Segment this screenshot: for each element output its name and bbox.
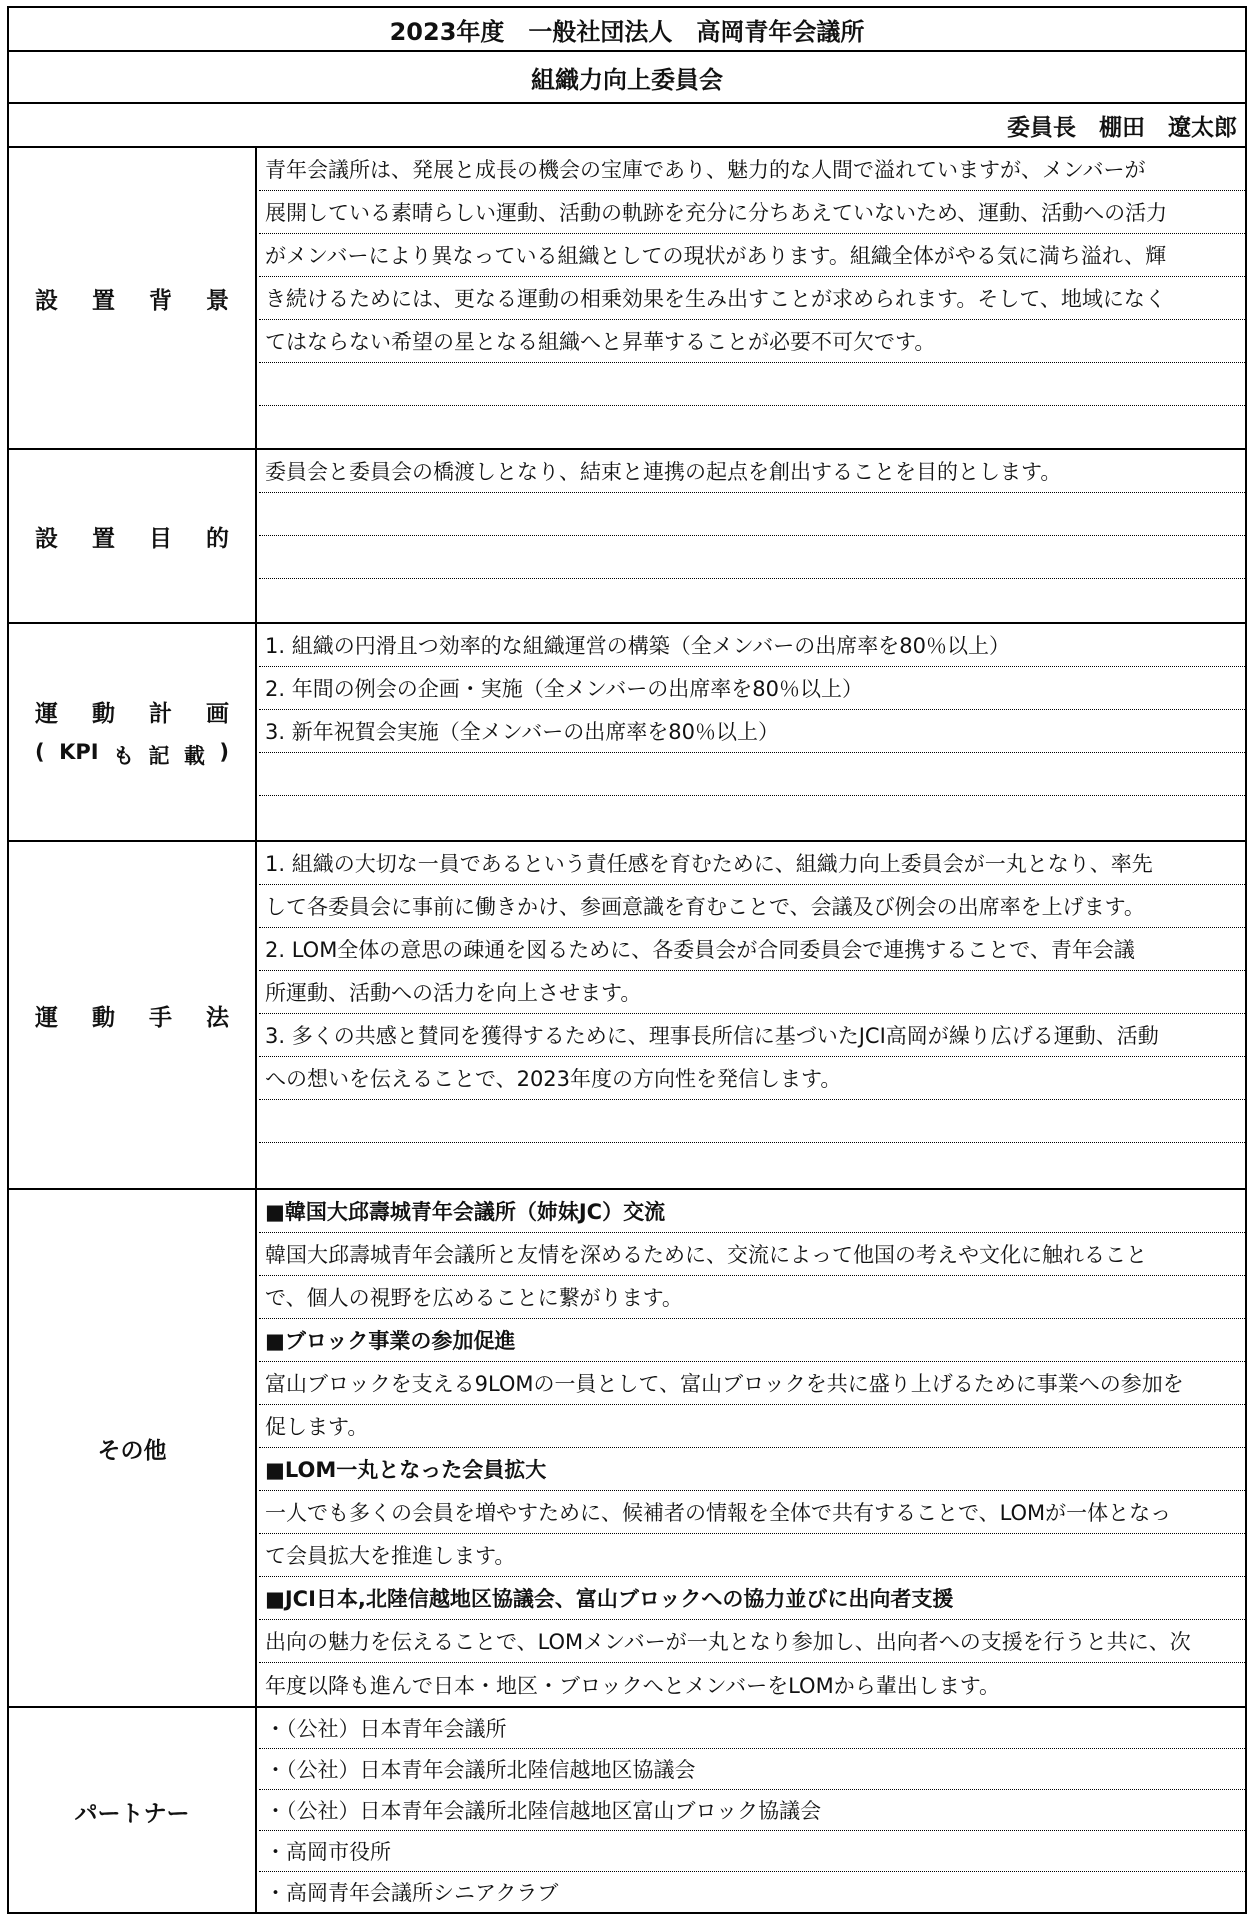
text-line: ・（公社）日本青年会議所: [259, 1708, 1245, 1749]
label-char: 置: [92, 525, 115, 552]
text-line: で、個人の視野を広めることに繋がります。: [259, 1276, 1245, 1319]
section-label-background: [9, 148, 257, 448]
text-line: ■韓国大邱壽城青年会議所（姉妹JC）交流: [259, 1190, 1245, 1233]
section-label-other: [9, 1190, 257, 1706]
text-line: ■LOM一丸となった会員拡大: [259, 1448, 1245, 1491]
section-body-background: [259, 148, 1245, 448]
text-line: [259, 753, 1245, 796]
text-line: ・高岡市役所: [259, 1831, 1245, 1872]
text-line: 一人でも多くの会員を増やすために、候補者の情報を全体で共有することで、LOMが一体となっ: [259, 1491, 1245, 1534]
label-sub-char: (: [35, 739, 45, 764]
section-body-purpose: [259, 450, 1245, 622]
section-label-text: [35, 999, 229, 1032]
text-line: 促します。: [259, 1405, 1245, 1448]
text-line: 出向の魅力を伝えることで、LOMメンバーが一丸となり参加し、出向者への支援を行うと共に、次: [259, 1620, 1245, 1663]
text-line: 2. 年間の例会の企画・実施（全メンバーの出席率を80％以上）: [259, 667, 1245, 710]
label-sub-char: 載: [183, 743, 205, 768]
label-char: 計: [149, 700, 172, 727]
text-line: して各委員会に事前に働きかけ、参画意識を育むことで、会議及び例会の出席率を上げます。: [259, 885, 1245, 928]
text-line: き続けるためには、更なる運動の相乗効果を生み出すことが求められます。そして、地域になく: [259, 277, 1245, 320]
section-label-text: [35, 695, 229, 728]
label-char: 的: [206, 525, 229, 552]
label-char: 背: [149, 287, 172, 314]
label-char: 運: [35, 700, 58, 727]
text-line: 富山ブロックを支える9LOMの一員として、富山ブロックを共に盛り上げるために事業への参加を: [259, 1362, 1245, 1405]
section-body-plan: [259, 624, 1245, 840]
text-line: ・（公社）日本青年会議所北陸信越地区協議会: [259, 1749, 1245, 1790]
label-char: 手: [149, 1004, 172, 1031]
text-line: ■JCI日本,北陸信越地区協議会、富山ブロックへの協力並びに出向者支援: [259, 1577, 1245, 1620]
text-line: への想いを伝えることで、2023年度の方向性を発信します。: [259, 1057, 1245, 1100]
text-line: ■ブロック事業の参加促進: [259, 1319, 1245, 1362]
text-line: ・高岡青年会議所シニアクラブ: [265, 1881, 559, 1905]
text-line: 委員会と委員会の橋渡しとなり、結束と連携の起点を創出することを目的とします。: [259, 450, 1245, 493]
document-title: 2023年度 一般社団法人 高岡青年会議所: [9, 8, 1245, 52]
label-char: 景: [206, 287, 229, 314]
label-char: 動: [92, 1004, 115, 1031]
text-line: ・（公社）日本青年会議所北陸信越地区富山ブロック協議会: [259, 1790, 1245, 1831]
section-other: [9, 1190, 1245, 1708]
label-char: 運: [35, 1004, 58, 1031]
text-line: 青年会議所は、発展と成長の機会の宝庫であり、魅力的な人間で溢れていますが、メンバーが: [259, 148, 1245, 191]
label-sub-char: も: [113, 743, 134, 768]
section-label-method: [9, 842, 257, 1188]
text-line: 3. 多くの共感と賛同を獲得するために、理事長所信に基づいたJCI高岡が繰り広げる運動、活動: [259, 1014, 1245, 1057]
section-label-text: パートナー: [74, 1800, 190, 1827]
label-char: 置: [92, 287, 115, 314]
text-line: [259, 536, 1245, 579]
text-line: 3. 新年祝賀会実施（全メンバーの出席率を80％以上）: [259, 710, 1245, 753]
label-char: 法: [206, 1004, 229, 1031]
committee-chair: 委員長 棚田 遼太郎: [9, 104, 1245, 148]
section-body-method: [259, 842, 1245, 1188]
text-line: [259, 1143, 1245, 1188]
section-partner: [9, 1708, 1245, 1914]
section-body-partner: [259, 1708, 1245, 1912]
text-line: [259, 1100, 1245, 1143]
label-char: 設: [35, 287, 58, 314]
text-line: 韓国大邱壽城青年会議所と友情を深めるために、交流によって他国の考えや文化に触れること: [259, 1233, 1245, 1276]
text-line: 展開している素晴らしい運動、活動の軌跡を充分に分ちあえていないため、運動、活動への活力: [259, 191, 1245, 234]
section-background: [9, 148, 1245, 450]
text-line: がメンバーにより異なっている組織としての現状があります。組織全体がやる気に満ち溢れ、輝: [259, 234, 1245, 277]
section-label-purpose: [9, 450, 257, 622]
text-line: 1. 組織の大切な一員であるという責任感を育むために、組織力向上委員会が一丸となり、率先: [259, 842, 1245, 885]
section-method: [9, 842, 1245, 1190]
section-label-subtext: [35, 740, 229, 770]
text-line: 所運動、活動への活力を向上させます。: [259, 971, 1245, 1014]
section-label-text: [35, 282, 229, 315]
text-line: 1. 組織の円滑且つ効率的な組織運営の構築（全メンバーの出席率を80％以上）: [259, 624, 1245, 667]
section-purpose: [9, 450, 1245, 624]
plan-sheet: [7, 6, 1247, 1914]
label-sub-char: 記: [148, 743, 170, 768]
text-line: てはならない希望の星となる組織へと昇華することが必要不可欠です。: [259, 320, 1245, 363]
label-sub-char: ): [219, 739, 229, 764]
text-line: て会員拡大を推進します。: [259, 1534, 1245, 1577]
section-label-plan: [9, 624, 257, 840]
section-label-partner: [9, 1708, 257, 1914]
text-line: 2. LOM全体の意思の疎通を図るために、各委員会が合同委員会で連携することで、青年会議: [259, 928, 1245, 971]
text-line: [259, 796, 1245, 840]
text-line: [259, 579, 1245, 622]
text-line: 年度以降も進んで日本・地区・ブロックへとメンバーをLOMから輩出します。: [265, 1673, 1001, 1698]
section-label-text: その他: [97, 1437, 167, 1464]
text-line: [259, 406, 1245, 448]
text-line: [259, 493, 1245, 536]
section-plan: [9, 624, 1245, 842]
section-body-other: [259, 1190, 1245, 1706]
label-char: 設: [35, 525, 58, 552]
committee-name: 組織力向上委員会: [9, 52, 1245, 104]
label-char: 目: [149, 525, 172, 552]
label-sub-char: KPI: [59, 739, 99, 764]
section-label-text: [35, 520, 229, 553]
label-char: 画: [206, 700, 229, 727]
label-char: 動: [92, 700, 115, 727]
text-line: [259, 363, 1245, 406]
